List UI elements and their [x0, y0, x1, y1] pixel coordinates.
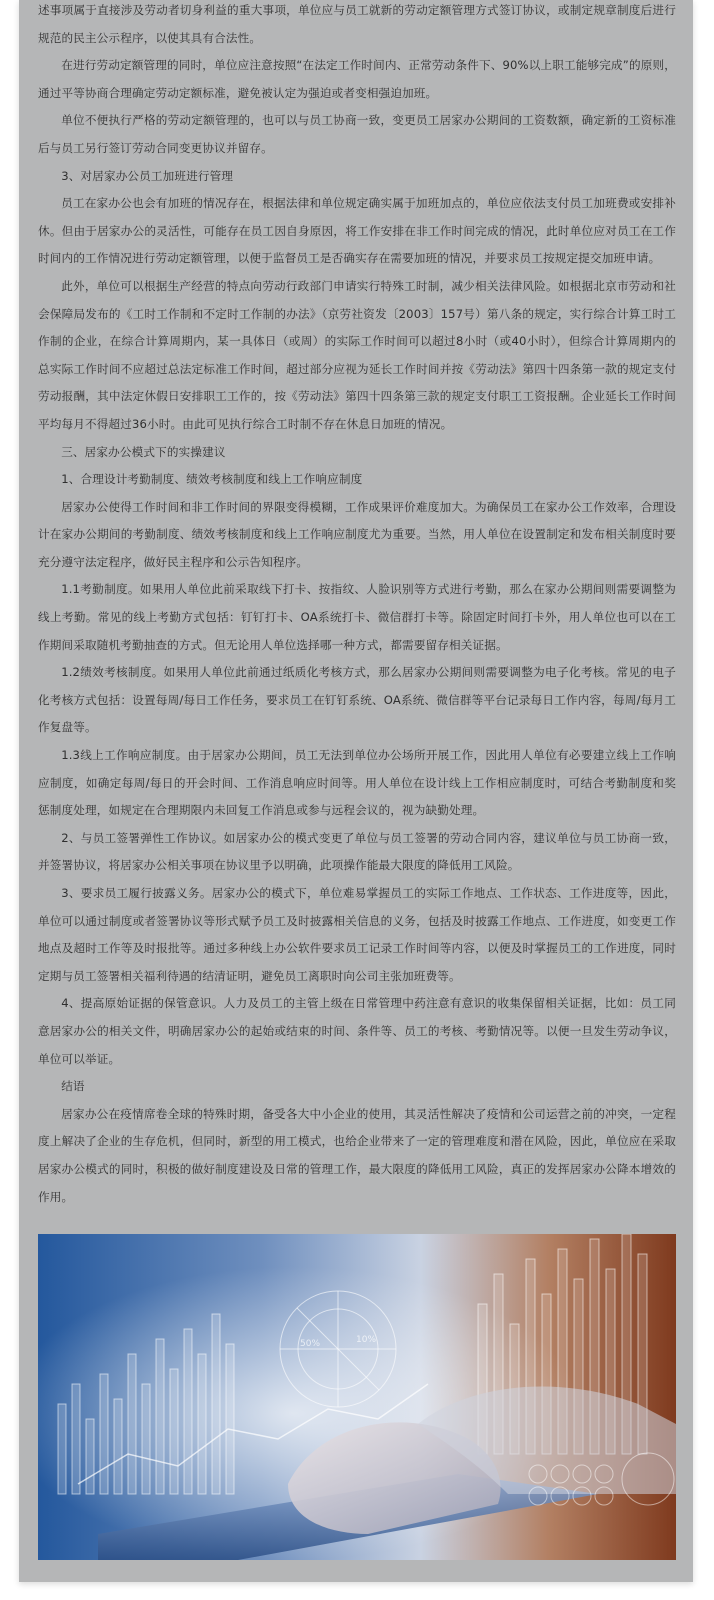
business-data-photo: [38, 1234, 676, 1560]
paragraph-flexible-agreement: 2、与员工签署弹性工作协议。如居家办公的模式变更了单位与员工签署的劳动合同内容，建议单位与员工协商一致，并签署协议，将居家办公相关事项在协议里予以明确，此项操作能最大限度的降低用工风险。: [38, 830, 676, 873]
heading-conclusion: 结语: [61, 1079, 85, 1094]
heading-system-design: 1、合理设计考勤制度、绩效考核制度和线上工作响应制度: [61, 472, 363, 487]
heading-practical-advice: 三、居家办公模式下的实操建议: [61, 444, 226, 459]
paragraph-salary-change: 单位不便执行严格的劳动定额管理的，也可以与员工协商一致，变更员工居家办公期间的工资数额，确定新的工资标准后与员工另行签订劳动合同变更协议并留存。: [38, 113, 676, 155]
paragraph-overtime: 员工在家办公也会有加班的情况存在，根据法律和单位规定确实属于加班加点的，单位应依法支付员工加班费或安排补休。但由于居家办公的灵活性，可能存在员工因自身原因，将工作安排在非工作时间完成的情况，此时单位应对员工在工作时间内的工作情况进行劳动定额管理，以便于监督员工是否确实存在需要加班的情况，并要求员工按规定提交加班申请。: [38, 196, 676, 266]
paragraph-special-hours: 此外，单位可以根据生产经营的特点向劳动行政部门申请实行特殊工时制，减少相关法律风险。如根据北京市劳动和社会保障局发布的《工时工作制和不定时工作制的办法》（京劳社资发〔2003〕157号）第八条的规定，实行综合计算工时工作制的企业，在综合计算周期内，某一具体日（或周）的实际工作时间可以超过8小时（或40小时），但综合计算周期内的总实际工作时间不应超过总法定标准工作时间，超过部分应视为延长工作时间并按《劳动法》第四十四条第一款的规定支付劳动报酬，其中法定休假日安排职工工作的，按《劳动法》第四十四条第三款的规定支付职工工资报酬。企业延长工作时间平均每月不得超过36小时。由此可见执行综合工时制不存在休息日加班的情况。: [38, 278, 676, 431]
chart-label-10: 10%: [356, 1335, 377, 1345]
paragraph-conclusion: 居家办公在疫情席卷全球的特殊时期，备受各大中小企业的使用，其灵活性解决了疫情和公司运营之前的冲突，一定程度上解决了企业的生存危机，但同时，新型的用工模式，也给企业带来了一定的管理难度和潜在风险，因此，单位应在采取居家办公模式的同时，积极的做好制度建设及日常的管理工作，最大限度的降低用工风险，真正的发挥居家办公降本增效的作用。: [38, 1106, 676, 1204]
paragraph-disclosure: 3、要求员工履行披露义务。居家办公的模式下，单位难易掌握员工的实际工作地点、工作状态、工作进度等，因此，单位可以通过制度或者签署协议等形式赋予员工及时披露相关信息的义务，包括及时披露工作地点、工作进度，如变更工作地点及超时工作等及时报批等。通过多种线上办公软件要求员工记录工作时间等内容，以便及时掌握员工的工作进度，同时定期与员工签署相关福利待遇的结清证明，避免员工离职时向公司主张加班费等。: [38, 886, 676, 983]
paragraph-continuation: 述事项属于直接涉及劳动者切身利益的重大事项，单位应与员工就新的劳动定额管理方式签订协议，或制定规章制度后进行规范的民主公示程序，以使其具有合法性。: [38, 3, 676, 45]
paragraph-quota-principle: 在进行劳动定额管理的同时，单位应注意按照“在法定工作时间内、正常劳动条件下、90%以上职工能够完成”的原则，通过平等协商合理确定劳动定额标准，避免被认定为强迫或者变相强迫加班。: [38, 58, 676, 100]
paragraph-evidence: 4、提高原始证据的保管意识。人力及员工的主管上级在日常管理中药注意有意识的收集保留相关证据，比如：员工同意居家办公的相关文件，明确居家办公的起始或结束的时间、条件等、员工的考核、考勤情况等。以便一旦发生劳动争议，单位可以举证。: [38, 996, 676, 1066]
article-body: [38, 0, 676, 1211]
paragraph-online-response: 1.3线上工作响应制度。由于居家办公期间，员工无法到单位办公场所开展工作，因此用人单位有必要建立线上工作响应制度，如确定每周/每日的开会时间、工作消息响应时间等。用人单位在设计线上工作相应制度时，可结合考勤制度和奖惩制度处理，如规定在合理期限内未回复工作消息或参与远程会议的，视为缺勤处理。: [38, 748, 676, 818]
paragraph-performance: 1.2绩效考核制度。如果用人单位此前通过纸质化考核方式，那么居家办公期间则需要调整为电子化考核。常见的电子化考核方式包括：设置每周/每日工作任务，要求员工在钉钉系统、OA系统、微信群等平台记录每日工作内容，每周/每月工作复盘等。: [38, 665, 676, 735]
heading-overtime-management: 3、对居家办公员工加班进行管理: [61, 168, 234, 183]
paragraph-attendance: 1.1考勤制度。如果用人单位此前采取线下打卡、按指纹、人脸识别等方式进行考勤，那么在家办公期间则需要调整为线上考勤。常见的线上考勤方式包括：钉钉打卡、OA系统打卡、微信群打卡等。除固定时间打卡外，用人单位也可以在工作期间采取随机考勤抽查的方式。但无论用人单位选择哪一种方式，都需要留存相关证据。: [38, 582, 676, 652]
paragraph-system-design: 居家办公使得工作时间和非工作时间的界限变得模糊，工作成果评价难度加大。为确保员工在家办公工作效率，合理设计在家办公期间的考勤制度、绩效考核制度和线上工作响应制度尤为重要。当然，用人单位在设置制定和发布相关制度时要充分遵守法定程序，做好民主程序和公示告知程序。: [38, 499, 676, 569]
chart-label-50: 50%: [300, 1339, 321, 1349]
